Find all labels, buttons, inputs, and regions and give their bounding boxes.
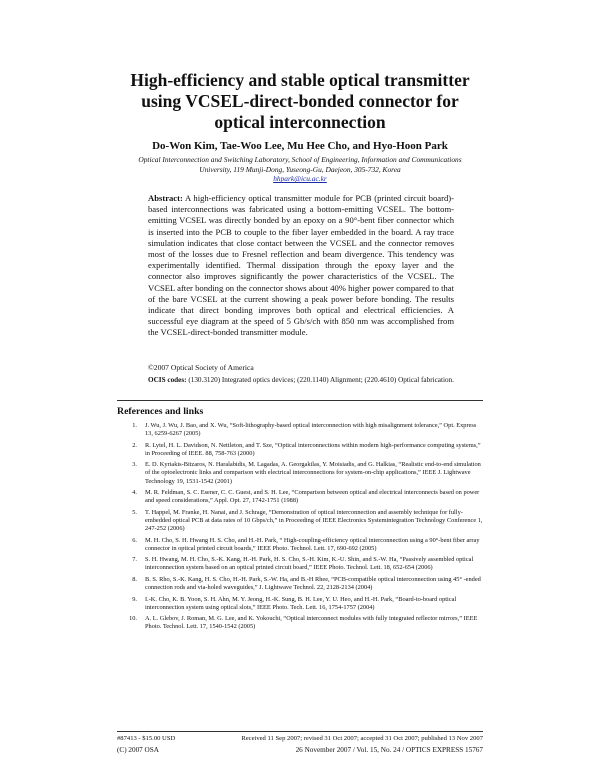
reference-item bbox=[117, 537, 483, 553]
reference-item bbox=[117, 615, 483, 631]
reference-number: 4. bbox=[132, 489, 137, 497]
reference-text: A. L. Glebov, J. Roman, M. G. Lee, and K. Yokouchi, “Optical interconnect modules with fully integrated reflector mirrors,” IEEE Photo. Technol. Lett. 17, 1540-1542 (2005) bbox=[145, 615, 478, 631]
reference-item bbox=[117, 422, 483, 438]
reference-number: 7. bbox=[132, 556, 137, 564]
title-line-1: High-efficiency and stable optical transmitter bbox=[130, 70, 470, 90]
reference-number: 5. bbox=[132, 508, 137, 516]
ocis-text: (130.3120) Integrated optics devices; (220.1140) Alignment; (220.4610) Optical fabrication. bbox=[188, 376, 454, 384]
affiliation-line-2: University, 119 Munji-Dong, Yuseong-Gu, Daejeon, 305-732, Korea bbox=[199, 164, 401, 174]
ocis-label: OCIS codes: bbox=[148, 376, 187, 384]
references-list bbox=[117, 422, 483, 635]
footer-article-id: #87413 - $15.00 USD bbox=[117, 735, 176, 742]
abstract bbox=[148, 193, 454, 339]
footer-rule bbox=[117, 731, 483, 732]
abstract-text: A high-efficiency optical transmitter module for PCB (printed circuit board)-based interconnections was fabricated using a bottom-emitting VCSEL. The bottom-emitting VCSEL was directly bonded by an epoxy on a 90°-bent fiber connector which is inserted into the PCB to couple to the fiber layer embedded in the board. A ray trace simulation indicates that close contact between the VCSEL and the connector removes most of the losses due to Fresnel reflection and beam divergence. This tendency was experimentally identified. Thermal dissipation through the epoxy layer and the connector also improves significantly the power characteristics of the VCSEL. The VCSEL after bonding on the connector shows about 40% higher power compared to that of the bare VCSEL at the current showing a peak power before bonding. The results indicate that direct bonding improves both optical and electrical efficiencies. A successful eye diagram at the speed of 5 Gb/s/ch with 850 nm was accomplished from the VCSEL-direct-bonded transmitter module. bbox=[148, 193, 454, 338]
reference-number: 9. bbox=[132, 595, 137, 603]
paper-title bbox=[100, 70, 500, 133]
footer-journal-info: 26 November 2007 / Vol. 15, No. 24 / OPTICS EXPRESS 15767 bbox=[295, 746, 483, 754]
reference-item bbox=[117, 576, 483, 592]
references-top-rule bbox=[117, 400, 483, 401]
reference-text: M. H. Cho, S. H. Hwang H. S. Cho, and H.-H. Park, “ High-coupling-efficiency optical interconnection using a 90°-bent fiber array connector in optical printed circuit boards,” IEEE Photo. Technol. Lett. 17, 690-692 (2005) bbox=[145, 536, 480, 552]
copyright-notice: ©2007 Optical Society of America bbox=[148, 363, 254, 372]
author-list: Do-Won Kim, Tae-Woo Lee, Mu Hee Cho, and Hyo-Hoon Park bbox=[152, 140, 448, 152]
reference-number: 1. bbox=[132, 422, 137, 429]
reference-text: T. Happel, M. Franke, H. Nanai, and J. Schrage, “Demonstration of optical interconnection and assembly technique for fully-embedded optical PCB at data rates of 10 Gbps/ch,” in Proceeding of IEEE Electronics Systemintegration Technology Conference 1, 247-252 (2006) bbox=[145, 508, 483, 533]
title-line-3: optical interconnection bbox=[214, 112, 386, 132]
reference-text: B. S. Rho, S.-K. Kang, H. S. Cho, H.-H. Park, S.-W. Ha, and B.-H Rhee, “PCB-compatible optical interconnection using 45° -ended connection rods and via-holed waveguides,” J. Lightwave Technol. 22, 2128-2134 (2004) bbox=[145, 576, 481, 592]
ocis-codes bbox=[148, 376, 454, 385]
reference-item bbox=[117, 596, 483, 612]
reference-number: 8. bbox=[132, 576, 137, 583]
reference-item bbox=[117, 509, 483, 533]
reference-item bbox=[117, 461, 483, 485]
reference-number: 10. bbox=[129, 615, 137, 623]
references-heading: References and links bbox=[117, 406, 204, 417]
reference-text: E. D. Kyriakis-Bitzaros, N. Haralabidis, M. Lagadas, A. Georgakilas, Y. Moisiadis, and G. Halkias, “Realistic end-to-end simulation of the optoelectronic links and comparison with electrical interconnections for system-on-chip applications,” IEEE J. Lightwave Technology 19, 1531-1542 (2001) bbox=[145, 461, 481, 485]
title-line-2: using VCSEL-direct-bonded connector for bbox=[141, 91, 459, 111]
affiliation bbox=[110, 155, 490, 184]
reference-text: S. H. Hwang, M. H. Cho, S.-K. Kang, H.-H. Park, H. S. Cho, S.-H. Kim, K.-U. Shin, and S.-W. Ha, “Passively assembled optical interconnection system based on an optical printed circuit board,” IEEE Photo. Technol. Lett. 18, 652-654 (2006) bbox=[145, 556, 474, 572]
reference-text: I.-K. Cho, K. B. Yoon, S. H. Ahn, M. Y. Jeong, H.-K. Sung, B. H. Lee, Y. U. Heo, and H.-H. Park, “Board-to-board optical interconnection system using optical slots,” IEEE Photo. Tech. Lett. 16, 1754-1757 (2004) bbox=[145, 595, 457, 611]
footer-copyright: (C) 2007 OSA bbox=[117, 746, 159, 754]
reference-item bbox=[117, 556, 483, 572]
reference-text: R. Lytel, H. L. Davidson, N. Nettleton, and T. Sze, “Optical interconnections within modern high-performance computing systems,” in Proceeding of IEEE. 88, 758-763 (2000) bbox=[145, 441, 481, 457]
author-email-link[interactable]: hhpark@icu.ac.kr bbox=[273, 174, 327, 184]
reference-number: 6. bbox=[132, 536, 137, 544]
affiliation-line-1: Optical Interconnection and Switching Laboratory, School of Engineering, Information and Communications bbox=[138, 155, 462, 164]
reference-text: J. Wu, J. Wu, J. Bao, and X. Wu, “Soft-lithography-based optical interconnection with high misalignment tolerance,” Opt. Express 13, 6259-6267 (2005) bbox=[145, 422, 477, 438]
footer-dates: Received 11 Sep 2007; revised 31 Oct 2007; accepted 31 Oct 2007; published 13 Nov 2007 bbox=[241, 735, 483, 742]
abstract-label: Abstract: bbox=[148, 193, 183, 203]
reference-item bbox=[117, 489, 483, 505]
reference-text: M. R. Feldman, S. C. Esener, C. C. Guest, and S. H. Lee, “Comparison between optical and electrical interconnects based on power and speed considerations,” Appl. Opt. 27, 1742-1751 (1988) bbox=[145, 489, 480, 505]
reference-item bbox=[117, 442, 483, 458]
reference-number: 2. bbox=[132, 441, 137, 449]
reference-number: 3. bbox=[132, 461, 137, 469]
